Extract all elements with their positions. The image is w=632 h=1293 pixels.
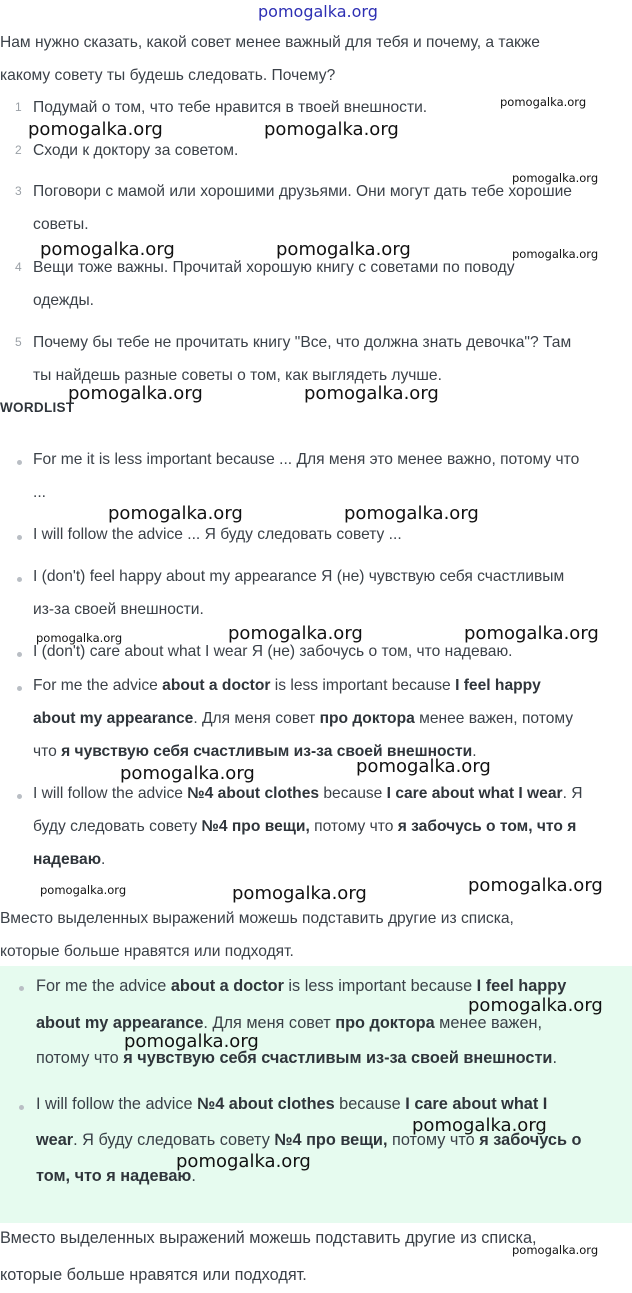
watermark: pomogalka.org [36,631,123,645]
green-example-2-line-3: том, что я надеваю. [36,1167,196,1185]
advice-text: Подумай о том, что тебе нравится в твоей внешности. [33,99,428,116]
example-1-line-1: For me the advice about a doctor is less important because I feel happy [33,677,541,694]
example-2-line-3: надеваю. [33,851,106,868]
green-example-1-line-3: потому что я чувствую себя счастливым из-за своей внешности. [36,1049,557,1067]
green-example-1-line-1: For me the advice about a doctor is less important because I feel happy [36,977,567,995]
watermark: pomogalka.org [512,171,599,185]
watermark: pomogalka.org [120,763,255,784]
example-1-line-3: что я чувствую себя счастливым из-за своей внешности. [33,743,477,760]
bullet [17,535,22,540]
wordlist-item: I (don't) care about what I wear Я (не) забочусь о том, что надеваю. [33,643,513,660]
watermark: pomogalka.org [108,503,243,524]
note-line-1: Вместо выделенных выражений можешь подставить другие из списка, [0,910,514,927]
wordlist-item: I will follow the advice ... Я буду следовать совету ... [33,526,402,543]
watermark: pomogalka.org [356,756,491,777]
note-repeat-line-1: Вместо выделенных выражений можешь подставить другие из списка, [0,1229,537,1247]
watermark: pomogalka.org [512,1243,599,1257]
intro-line-1: Нам нужно сказать, какой совет менее важный для тебя и почему, а также [0,34,540,51]
example-2-line-2: буду следовать совету №4 про вещи, потому что я забочусь о том, что я [33,818,577,835]
advice-text: ты найдешь разные советы о том, как выглядеть лучше. [33,367,442,384]
advice-number: 5 [15,335,22,349]
watermark: pomogalka.org [40,239,175,260]
watermark: pomogalka.org [512,247,599,261]
watermark: pomogalka.org [468,995,603,1016]
watermark: pomogalka.org [276,239,411,260]
bullet [17,460,22,465]
watermark: pomogalka.org [232,883,367,904]
watermark: pomogalka.org [68,383,203,404]
watermark-top: pomogalka.org [258,2,378,21]
watermark: pomogalka.org [264,119,399,140]
advice-text: Вещи тоже важны. Прочитай хорошую книгу с советами по поводу [33,259,515,276]
watermark: pomogalka.org [304,383,439,404]
example-2-line-1: I will follow the advice №4 about clothes because I care about what I wear. Я [33,785,583,802]
wordlist-item: из-за своей внешности. [33,601,204,618]
advice-text: Почему бы тебе не прочитать книгу "Все, что должна знать девочка"? Там [33,334,572,351]
watermark: pomogalka.org [176,1151,311,1172]
green-example-2-line-2: wear. Я буду следовать совету №4 про вещи, потому что я забочусь о [36,1131,582,1149]
bullet [17,686,22,691]
example-1-line-2: about my appearance. Для меня совет про доктора менее важен, потому [33,710,574,727]
advice-number: 1 [15,100,22,114]
bullet [17,794,22,799]
watermark: pomogalka.org [344,503,479,524]
watermark: pomogalka.org [124,1031,259,1052]
advice-text: Сходи к доктору за советом. [33,142,239,159]
advice-text: одежды. [33,292,94,309]
intro-line-2: какому совету ты будешь следовать. Почему? [0,67,336,84]
bullet [19,1105,24,1110]
wordlist-heading: WORDLIST [0,400,75,415]
advice-text: советы. [33,216,89,233]
green-example-2-line-1: I will follow the advice №4 about clothes because I care about what I [36,1095,548,1113]
advice-number: 4 [15,260,22,274]
advice-number: 3 [15,184,22,198]
green-example-1-line-2: about my appearance. Для меня совет про доктора менее важен, [36,1014,543,1032]
advice-number: 2 [15,143,22,157]
bullet [19,986,24,991]
watermark: pomogalka.org [464,623,599,644]
bullet [17,577,22,582]
watermark: pomogalka.org [28,119,163,140]
bullet [17,652,22,657]
wordlist-item: ... [33,484,46,501]
wordlist-item: I (don't) feel happy about my appearance Я (не) чувствую себя счастливым [33,568,565,585]
note-repeat-line-2: которые больше нравятся или подходят. [0,1266,307,1284]
watermark: pomogalka.org [412,1115,547,1136]
wordlist-item: For me it is less important because ... Для меня это менее важно, потому что [33,451,580,468]
advice-text: Поговори с мамой или хорошими друзьями. Они могут дать тебе хорошие [33,183,572,200]
watermark: pomogalka.org [40,883,127,897]
watermark: pomogalka.org [500,95,587,109]
note-line-2: которые больше нравятся или подходят. [0,943,294,960]
watermark: pomogalka.org [228,623,363,644]
watermark: pomogalka.org [468,875,603,896]
